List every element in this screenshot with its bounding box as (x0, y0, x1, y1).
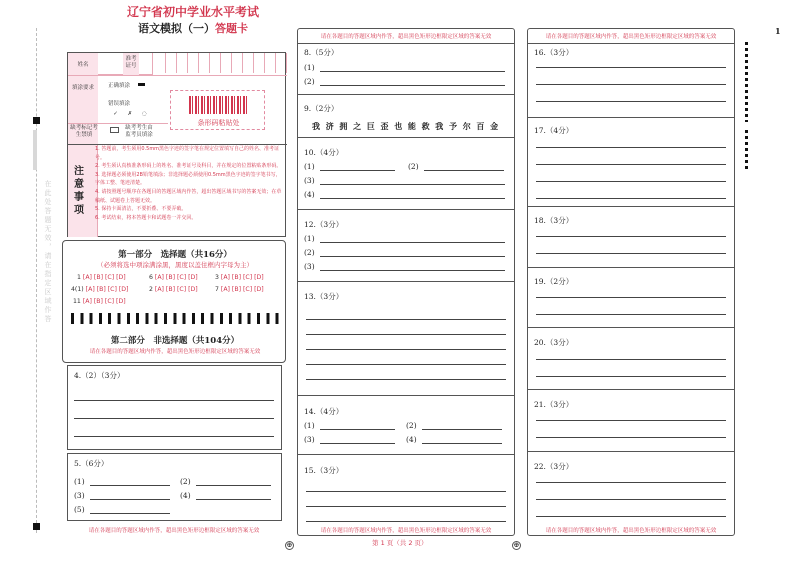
fill-wrong-label: 错误填涂 (107, 101, 130, 107)
timing-marks (71, 313, 281, 324)
name-label: 姓名 (77, 62, 89, 68)
barcode-label: 条形码粘贴处 (197, 119, 240, 127)
answer-label: (1) (304, 162, 315, 171)
mc-row[interactable]: 3 [A] [B] [C] [D] (215, 274, 264, 281)
answer-label: (3) (304, 435, 315, 444)
question-title: 15.（3分） (304, 466, 344, 475)
part-one-title: 第一部分 选择题（共16分） (118, 250, 232, 260)
absent-checkbox[interactable] (110, 127, 119, 133)
question-title: 14.（4分） (304, 407, 344, 416)
page-number: 第 1 页（共 2 页） (372, 539, 428, 547)
answer-label: (1) (74, 477, 85, 486)
binding-line (36, 28, 37, 533)
barcode-area (170, 90, 265, 130)
ticket-number-grid[interactable] (155, 53, 287, 73)
question-title: 10.（4分） (304, 148, 344, 157)
question-title: 18.（3分） (534, 216, 574, 225)
registration-mark-icon: ⊕ (513, 541, 520, 549)
question-5-box[interactable] (67, 453, 282, 521)
answer-label: (1) (304, 63, 315, 72)
mc-row[interactable]: 2 [A] [B] [C] [D] (149, 286, 198, 293)
answer-label: (2) (408, 162, 419, 171)
column-footer-note: 请在各题目的答题区域内作答，超出黑色矩形边框限定区域的答案无效 (320, 528, 492, 534)
answer-label: (4) (304, 190, 315, 199)
answer-label: (2) (180, 477, 191, 486)
registration-mark-icon: ⊕ (286, 541, 293, 549)
answer-label: (1) (304, 234, 315, 243)
question-title: 16.（3分） (534, 48, 574, 57)
note-item: 3. 选择题必须使用2B铅笔填涂；非选择题必须使用0.5mm黑色字迹的签字笔书写，字体工整、笔迹清楚。 (95, 171, 281, 187)
question-title: 13.（3分） (304, 292, 344, 301)
question-4-box[interactable] (67, 365, 282, 450)
mc-row[interactable]: 1 [A] [B] [C] [D] (77, 274, 126, 281)
edge-marks (745, 42, 748, 122)
note-item: 5. 保持卡面清洁，不要折叠、不要弄破。 (95, 206, 187, 213)
question-title: 20.（3分） (534, 338, 574, 347)
exam-title: 辽宁省初中学业水平考试 (126, 5, 259, 19)
notes-list (95, 145, 285, 222)
answer-label: (3) (304, 176, 315, 185)
question-title: 4.（2）（3分） (74, 371, 125, 380)
answer-label: (3) (74, 491, 85, 500)
card-title: 语文模拟（一）答题卡 (138, 22, 248, 35)
mc-row[interactable]: 11 [A] [B] [C] [D] (73, 298, 126, 305)
question-9-characters: 我济拥之巨歪也能救我予尔百金 (312, 121, 504, 131)
part-two-title: 第二部分 非选择题（共104分） (110, 336, 240, 346)
part-one-subtitle: （必须将选中项涂满涂黑，黑度以盖住框内字母为主） (97, 261, 253, 269)
ticket-label: 准考证号 (125, 56, 137, 69)
part-one-box (62, 240, 286, 363)
margin-mark (33, 130, 37, 170)
filled-sample (138, 83, 145, 86)
column-footer-note: 请在各题目的答题区域内作答，超出黑色矩形边框限定区域的答案无效 (545, 528, 717, 534)
note-item: 1. 答题前，考生须用0.5mm黑色字迹的签字笔在规定位置填写自己的姓名、准考证号。 (95, 146, 280, 161)
footer-note: 请在各题目的答题区域内作答，超出黑色矩形边框限定区域的答案无效 (88, 528, 260, 534)
corner-mark (33, 117, 40, 124)
notes-title: 注意事项 (74, 166, 84, 216)
edge-marks (745, 130, 748, 170)
question-title: 9.（2分） (304, 104, 339, 113)
answer-label: (5) (74, 505, 85, 514)
column-header-note: 请在各题目的答题区域内作答，超出黑色矩形边框限定区域的答案无效 (320, 34, 492, 40)
answer-label: (2) (406, 421, 417, 430)
question-title: 8.（5分） (304, 48, 339, 57)
absent-label: 缺考标记考生禁填 (70, 125, 98, 138)
note-item: 6. 考试结束，将本答题卡和试题卷一并交回。 (95, 214, 197, 221)
part-two-subtitle: 请在各题目的答题区域内作答，超出黑色矩形边框限定区域的答案无效 (89, 349, 261, 355)
absent-note: 缺考考生由监考员填涂 (125, 125, 153, 138)
question-title: 19.（2分） (534, 277, 574, 286)
answer-label: (2) (304, 77, 315, 86)
question-title: 5.（6分） (74, 459, 109, 468)
side-note: 在此处答题无效，请在指定区域作答 (44, 180, 52, 324)
middle-column (297, 28, 515, 536)
answer-label: (4) (406, 435, 417, 444)
question-title: 12.（3分） (304, 220, 344, 229)
answer-label: (2) (304, 248, 315, 257)
question-title: 21.（3分） (534, 400, 574, 409)
answer-label: (1) (304, 421, 315, 430)
fill-correct-label: 正确填涂 (107, 83, 130, 89)
column-header-note: 请在各题目的答题区域内作答，超出黑色矩形边框限定区域的答案无效 (545, 34, 717, 40)
note-item: 2. 考生须认真核准条形码上的姓名、准考证号及科目，并在规定的位置粘贴条形码。 (95, 163, 282, 170)
mc-row[interactable]: 4(1) [A] [B] [C] [D] (71, 286, 129, 293)
answer-label: (4) (180, 491, 191, 500)
mc-row[interactable]: 7 [A] [B] [C] [D] (215, 286, 264, 293)
right-column (527, 28, 735, 536)
corner-number: 1 (775, 26, 781, 36)
note-item: 4. 请按照题号顺序在各题目的答题区域内作答，超出答题区域书写的答案无效；在草稿纸、试题卷上答题无效。 (95, 188, 282, 204)
question-title: 22.（3分） (534, 462, 574, 471)
fill-rule-label: 填涂要求 (72, 85, 95, 91)
wrong-samples: ✓ ✗ ◌ (113, 111, 151, 117)
barcode-icon (189, 96, 247, 114)
answer-label: (3) (304, 262, 315, 271)
corner-mark (33, 523, 40, 530)
mc-row[interactable]: 6 [A] [B] [C] [D] (149, 274, 198, 281)
question-title: 17.（4分） (534, 126, 574, 135)
